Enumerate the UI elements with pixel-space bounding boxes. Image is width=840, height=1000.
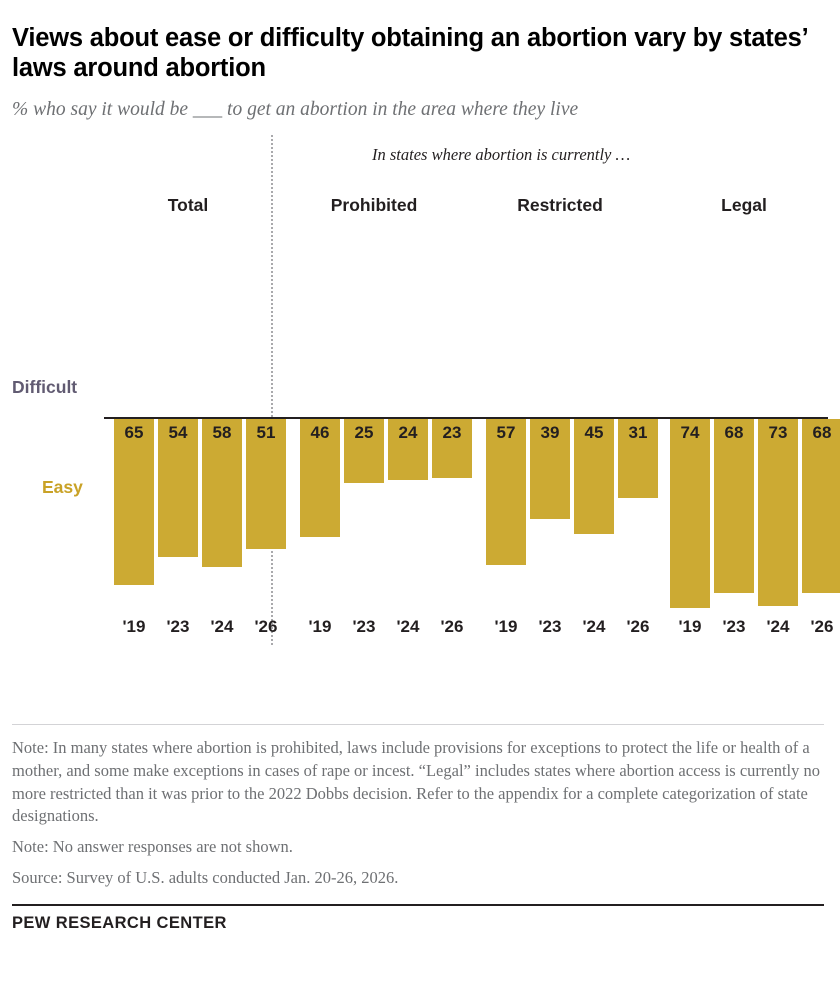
- bar-value-easy: 23: [442, 423, 462, 443]
- bar-easy: [432, 419, 472, 478]
- bar-value-easy: 25: [354, 423, 374, 443]
- bar-value-easy: 68: [724, 423, 744, 443]
- page-title: Views about ease or difficulty obtaining an abortion vary by states’ laws around abortion: [12, 24, 808, 82]
- x-tick-label: '24: [210, 617, 234, 637]
- group-legal: [660, 127, 834, 657]
- note-primary: Note: In many states where abortion is prohibited, laws include provisions for exceptions to protect the life or health of a mother, and some make exceptions in cases of rape or incest. “Legal” includes states where abortion access is currently no more restricted than it was prior to the 2022 Dobbs decision. Refer to the appendix for a complete categorization of state designations.: [12, 738, 821, 826]
- zero-baseline: [104, 417, 828, 419]
- bar-easy: [114, 419, 154, 585]
- x-tick-label: '19: [494, 617, 518, 637]
- source-line: Source: Survey of U.S. adults conducted Jan. 20-26, 2026.: [12, 867, 399, 887]
- x-tick-label: '26: [440, 617, 464, 637]
- group-total: [104, 127, 278, 657]
- bar-value-easy: 68: [812, 423, 832, 443]
- footer-divider: [12, 724, 824, 725]
- bar-value-easy: 51: [256, 423, 276, 443]
- x-tick-label: '24: [766, 617, 790, 637]
- bar-easy: [530, 419, 570, 519]
- group-title: Legal: [721, 195, 767, 216]
- bar-value-easy: 57: [496, 423, 516, 443]
- x-tick-label: '24: [396, 617, 420, 637]
- bar-value-easy: 73: [768, 423, 788, 443]
- chart-area: [12, 127, 834, 657]
- bar-value-easy: 46: [310, 423, 330, 443]
- bar-easy: [300, 419, 340, 537]
- group-title: Prohibited: [330, 195, 418, 216]
- chart-page: [0, 24, 840, 1000]
- legend-label-easy: Easy: [42, 477, 83, 498]
- groups-note: In states where abortion is currently …: [372, 145, 631, 165]
- bar-easy: [246, 419, 286, 549]
- x-tick-label: '19: [308, 617, 332, 637]
- bar-easy: [670, 419, 710, 608]
- chart-footer: [12, 724, 824, 933]
- bar-easy: [758, 419, 798, 606]
- bar-value-easy: 58: [212, 423, 232, 443]
- x-tick-label: '24: [582, 617, 606, 637]
- bar-easy: [388, 419, 428, 480]
- bar-easy: [574, 419, 614, 534]
- bar-easy: [158, 419, 198, 557]
- bar-value-easy: 65: [124, 423, 144, 443]
- bar-value-easy: 54: [168, 423, 188, 443]
- group-title: Total: [167, 195, 209, 216]
- chart-subtitle: % who say it would be ___ to get an abortion in the area where they live: [12, 98, 579, 120]
- x-tick-label: '26: [626, 617, 650, 637]
- x-tick-label: '23: [722, 617, 746, 637]
- legend-label-difficult: Difficult: [12, 377, 78, 398]
- group-prohibited: [290, 127, 464, 657]
- bar-value-easy: 31: [628, 423, 648, 443]
- group-title: Restricted: [517, 195, 603, 216]
- bar-value-easy: 45: [584, 423, 604, 443]
- brand-divider: [12, 904, 824, 906]
- bar-easy: [202, 419, 242, 567]
- bar-value-easy: 24: [398, 423, 418, 443]
- x-tick-label: '23: [538, 617, 562, 637]
- bar-value-easy: 74: [680, 423, 700, 443]
- x-tick-label: '19: [678, 617, 702, 637]
- x-tick-label: '26: [810, 617, 834, 637]
- bar-easy: [344, 419, 384, 483]
- group-restricted: [476, 127, 650, 657]
- bar-easy: [486, 419, 526, 565]
- x-tick-label: '19: [122, 617, 146, 637]
- note-secondary: Note: No answer responses are not shown.: [12, 837, 293, 857]
- x-tick-label: '23: [352, 617, 376, 637]
- x-tick-label: '23: [166, 617, 190, 637]
- x-tick-label: '26: [254, 617, 278, 637]
- bar-easy: [714, 419, 754, 593]
- brand-name: PEW RESEARCH CENTER: [12, 913, 227, 932]
- bar-value-easy: 39: [540, 423, 560, 443]
- bar-easy: [802, 419, 840, 593]
- bar-easy: [618, 419, 658, 498]
